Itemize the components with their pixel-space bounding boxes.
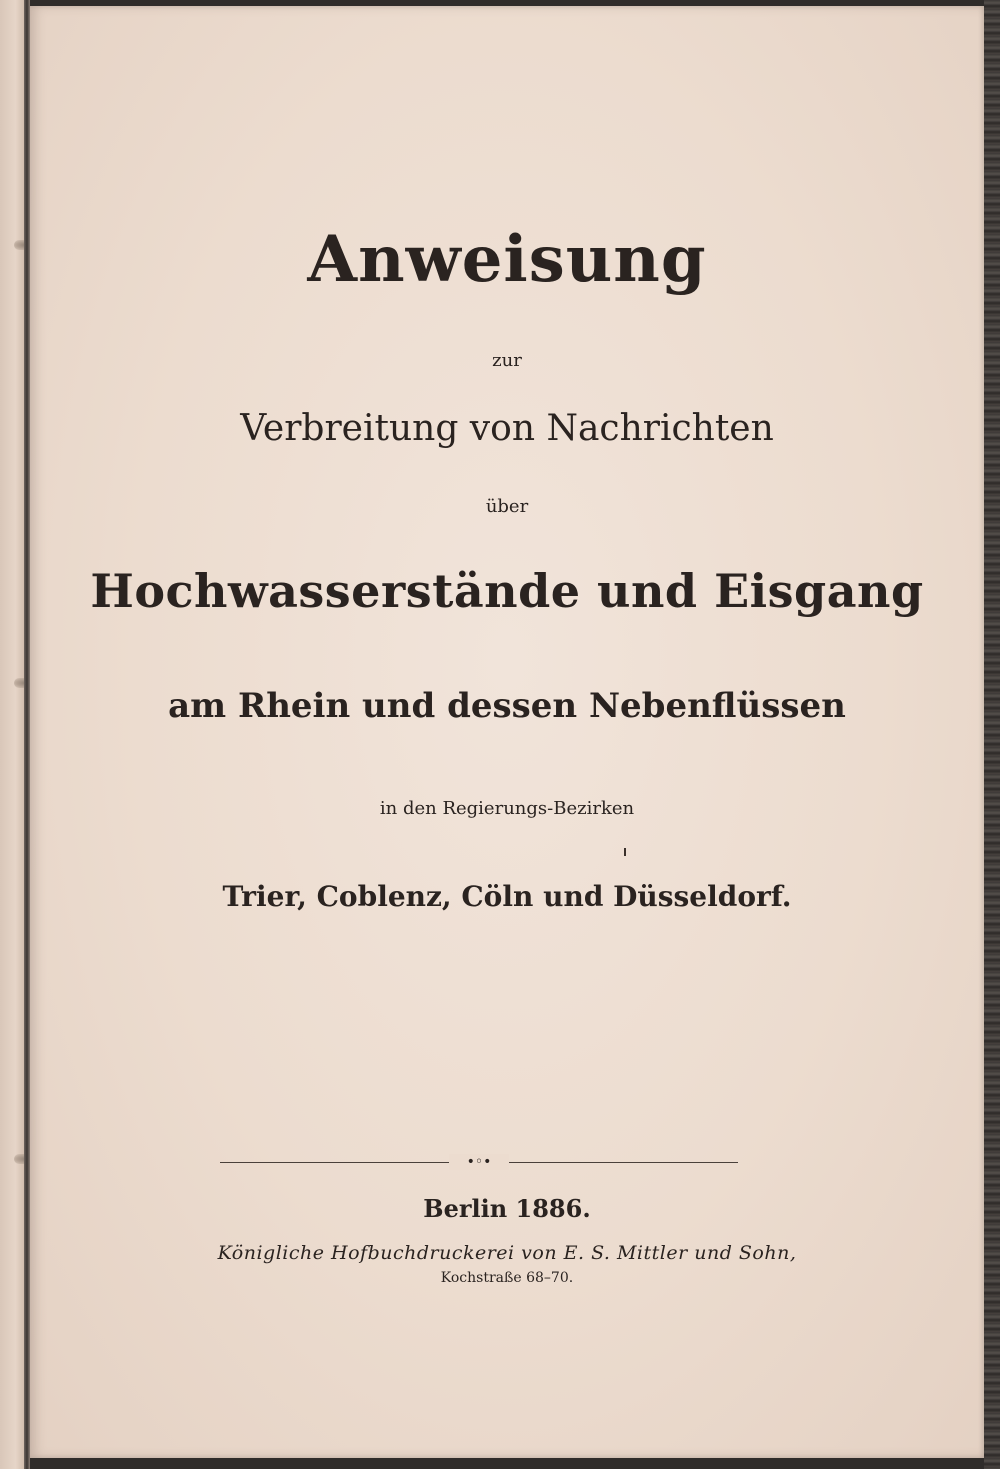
subtitle: Verbreitung von Nachrichten <box>240 408 774 449</box>
regions-line: in den Regierungs-Bezirken <box>379 798 635 819</box>
imprint-place-year: Berlin 1886. <box>423 1194 591 1223</box>
connector-zur: zur <box>492 350 522 371</box>
book-cover-edge <box>984 0 1000 1469</box>
cities-line: Trier, Coblenz, Cöln und Düsseldorf. <box>222 880 792 913</box>
previous-page-edge <box>0 0 26 1469</box>
main-heading: Hochwasserstände und Eisgang <box>90 564 924 618</box>
river-line: am Rhein und dessen Nebenflüssen <box>168 686 846 726</box>
imprint-address: Kochstraße 68–70. <box>440 1270 574 1286</box>
print-mark <box>624 848 626 856</box>
divider-ornament: •◦• <box>449 1154 509 1170</box>
page-title: Anweisung <box>307 222 707 297</box>
title-page <box>30 6 984 1458</box>
imprint-printer: Königliche Hofbuchdruckerei von E. S. Mittler und Sohn, <box>217 1242 797 1264</box>
connector-ueber: über <box>485 496 529 517</box>
